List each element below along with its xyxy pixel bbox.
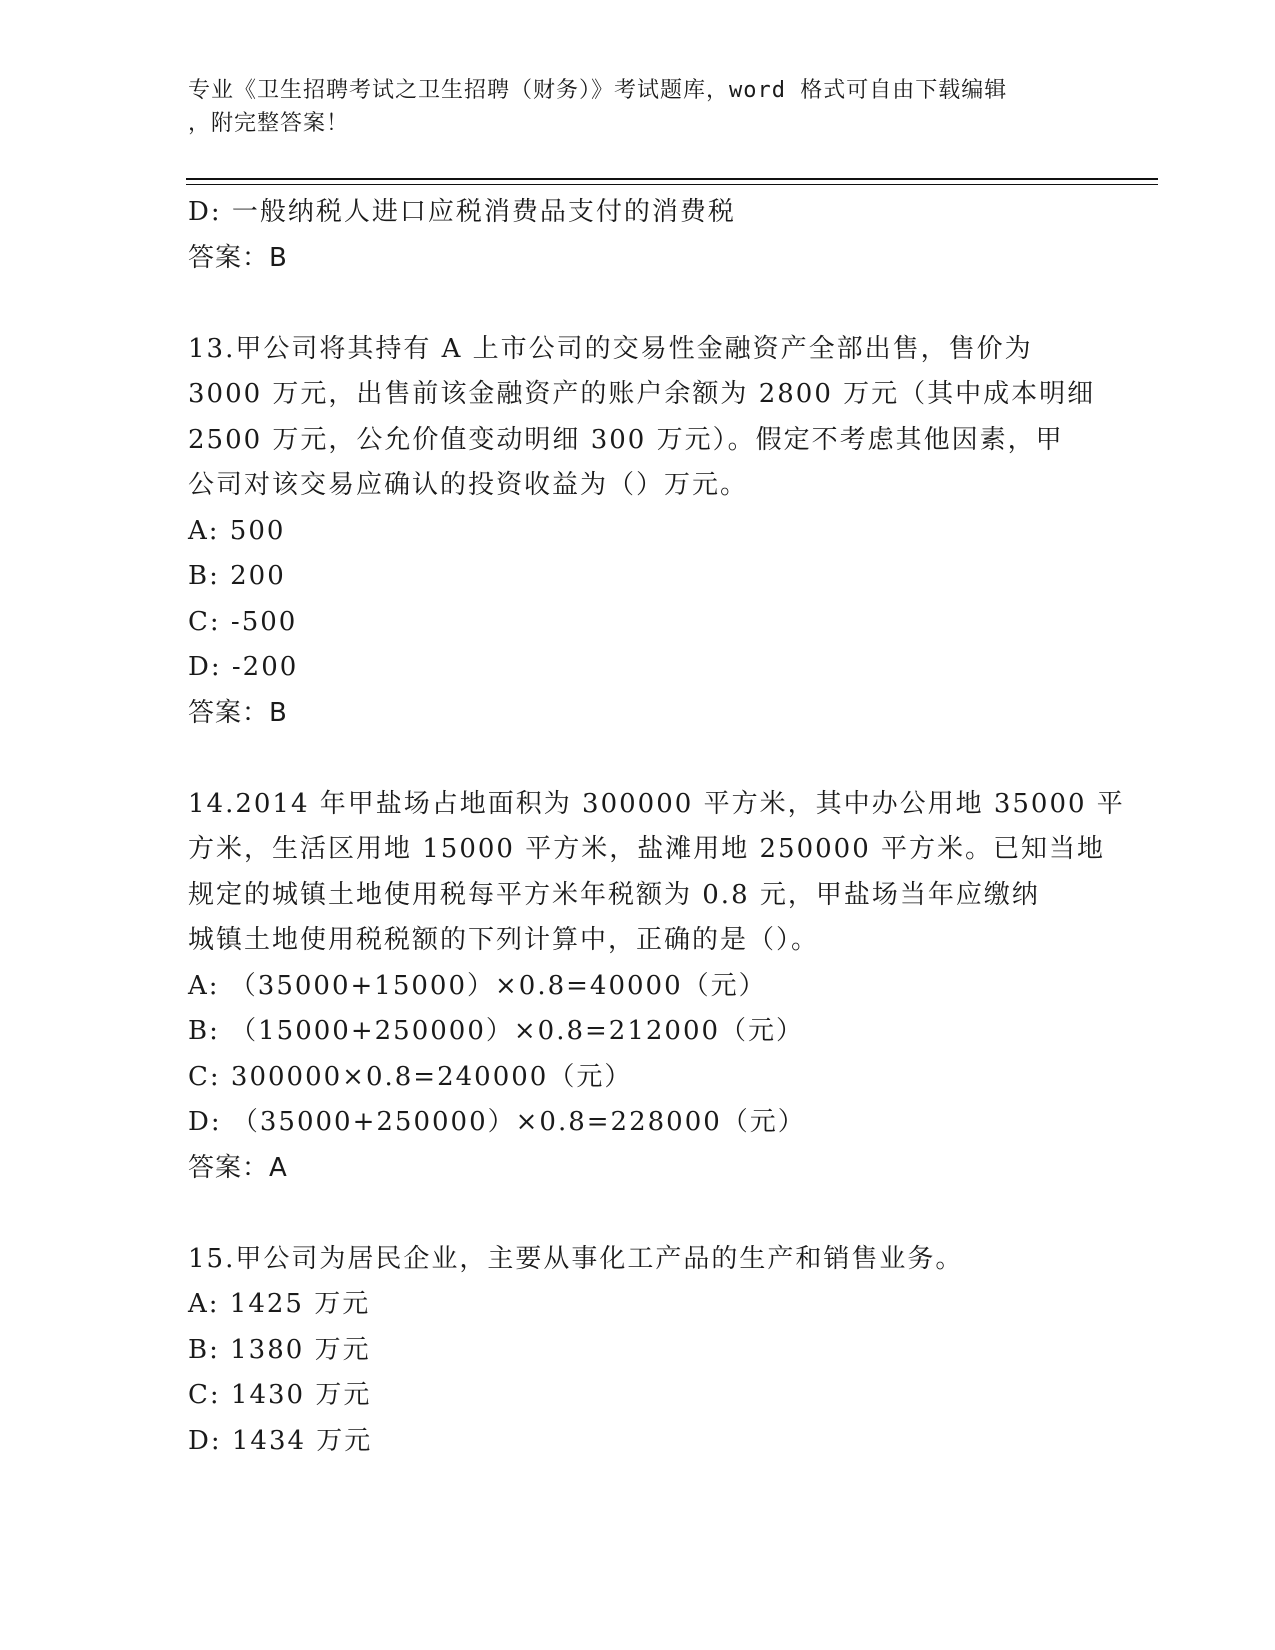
q14-option-b: B: （15000+250000）×0.8=212000（元） — [188, 1016, 805, 1046]
q13-stem-line: 2500 万元，公允价值变动明细 300 万元）。假定不考虑其他因素，甲 — [188, 424, 1064, 455]
q13-option-b: B: 200 — [188, 561, 286, 591]
q13-answer: 答案：B — [188, 697, 288, 728]
q14-option-d: D: （35000+250000）×0.8=228000（元） — [188, 1107, 806, 1137]
question-14 — [188, 782, 1125, 1192]
document-header — [188, 74, 1068, 140]
q14-stem-line: 规定的城镇土地使用税每平方米年税额为 0.8 元，甲盐场当年应缴纳 — [188, 879, 1040, 910]
q15-option-c: C: 1430 万元 — [188, 1380, 372, 1410]
q14-stem-line: 方米，生活区用地 15000 平方米，盐滩用地 250000 平方米。已知当地 — [188, 834, 1106, 864]
q13-option-a: A: 500 — [188, 515, 286, 546]
q14-stem-line: 城镇土地使用税税额的下列计算中，正确的是（）。 — [188, 925, 820, 955]
q15-option-b: B: 1380 万元 — [188, 1334, 371, 1365]
prev-option-d: D: 一般纳税人进口应税消费品支付的消费税 — [188, 197, 736, 227]
q13-stem-line: 3000 万元，出售前该金融资产的账户余额为 2800 万元（其中成本明细 — [188, 379, 1096, 409]
prev-answer: 答案：B — [188, 242, 288, 273]
q13-stem-line: 13.甲公司将其持有 A 上市公司的交易性金融资产全部出售，售价为 — [188, 333, 1033, 364]
header-line-2: ，附完整答案！ — [188, 111, 350, 136]
header-line-1: 专业《卫生招聘考试之卫生招聘（财务）》考试题库，word 格式可自由下载编辑 — [188, 78, 1008, 103]
header-divider-thick — [186, 178, 1158, 180]
q14-option-a: A: （35000+15000）×0.8=40000（元） — [188, 970, 767, 1001]
q13-stem-line: 公司对该交易应确认的投资收益为（）万元。 — [188, 470, 749, 500]
q14-answer: 答案：A — [188, 1152, 288, 1183]
q15-option-a: A: 1425 万元 — [188, 1289, 371, 1319]
header-divider-thin — [186, 184, 1158, 185]
q15-stem-line: 15.甲公司为居民企业，主要从事化工产品的生产和销售业务。 — [188, 1243, 964, 1274]
q14-option-c: C: 300000×0.8=240000（元） — [188, 1061, 633, 1092]
q13-option-d: D: -200 — [188, 652, 299, 682]
question-13 — [188, 327, 1096, 737]
question-15 — [188, 1237, 1088, 1465]
q15-option-d: D: 1434 万元 — [188, 1425, 373, 1456]
document-body — [188, 190, 1125, 1464]
q13-option-c: C: -500 — [188, 606, 298, 637]
q14-stem-line: 14.2014 年甲盐场占地面积为 300000 平方米，其中办公用地 35000 平 — [188, 788, 1125, 819]
